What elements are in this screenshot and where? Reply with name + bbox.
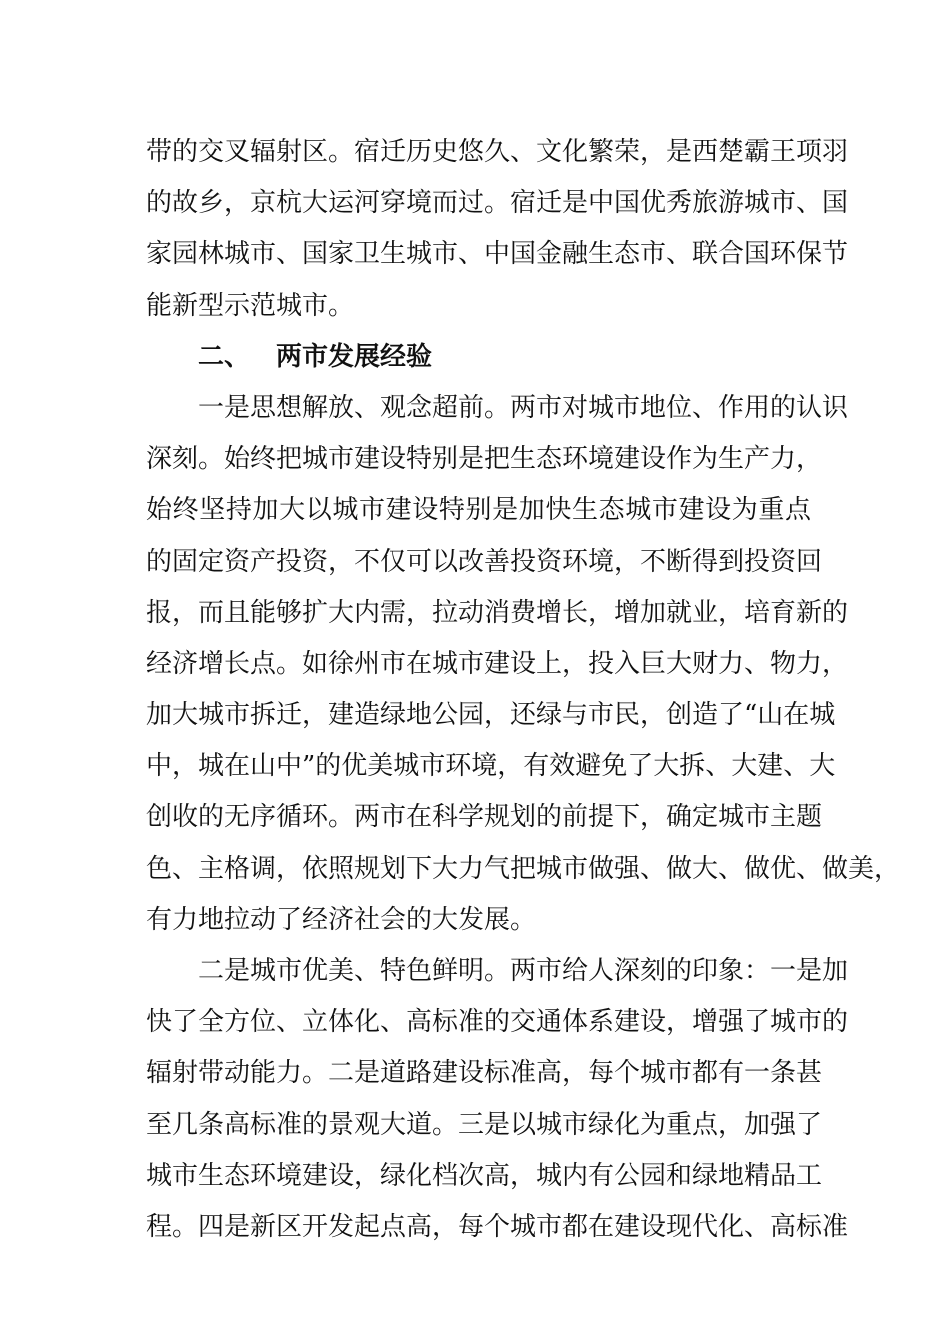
text-line: 的固定资产投资，不仅可以改善投资环境，不断得到投资回	[146, 546, 823, 577]
text-line: 中，城在山中”的优美城市环境，有效避免了大拆、大建、大	[146, 751, 836, 782]
text-line: 色、主格调，依照规划下大力气把城市做强、做大、做优、做美，	[146, 853, 901, 884]
text-line: 深刻。始终把城市建设特别是把生态环境建设作为生产力，	[146, 444, 823, 475]
text-line: 能新型示范城市。	[146, 290, 355, 321]
text-line: 加大城市拆迁，建造绿地公园，还绿与市民，创造了“山在城	[146, 700, 836, 731]
text-line: 城市生态环境建设，绿化档次高，城内有公园和绿地精品工	[146, 1160, 823, 1191]
text-line: 有力地拉动了经济社会的大发展。	[146, 904, 537, 935]
section-heading-title: 两市发展经验	[276, 341, 433, 372]
text-line: 的故乡，京杭大运河穿境而过。宿迁是中国优秀旅游城市、国	[146, 188, 849, 219]
text-line: 快了全方位、立体化、高标准的交通体系建设，增强了城市的	[146, 1007, 849, 1038]
text-line: 家园林城市、国家卫生城市、中国金融生态市、联合国环保节	[146, 239, 849, 270]
text-line: 一是思想解放、观念超前。两市对城市地位、作用的认识	[198, 392, 849, 423]
section-heading	[146, 332, 811, 383]
section-heading-number: 二、	[198, 341, 251, 372]
text-line: 二是城市优美、特色鲜明。两市给人深刻的印象：一是加	[198, 956, 849, 986]
text-line: 程。四是新区开发起点高，每个城市都在建设现代化、高标准	[146, 1211, 849, 1242]
text-line: 报，而且能够扩大内需，拉动消费增长，增加就业，培育新的	[146, 597, 849, 628]
text-line: 带的交叉辐射区。宿迁历史悠久、文化繁荣，是西楚霸王项羽	[146, 137, 849, 167]
text-line: 至几条高标准的景观大道。三是以城市绿化为重点，加强了	[146, 1109, 823, 1140]
text-line: 始终坚持加大以城市建设特别是加快生态城市建设为重点	[146, 495, 811, 526]
text-line: 经济增长点。如徐州市在城市建设上，投入巨大财力、物力，	[146, 648, 849, 679]
text-line: 辐射带动能力。二是道路建设标准高，每个城市都有一条甚	[146, 1058, 823, 1089]
text-line: 创收的无序循环。两市在科学规划的前提下，确定城市主题	[146, 802, 823, 833]
document-body	[146, 127, 901, 1253]
